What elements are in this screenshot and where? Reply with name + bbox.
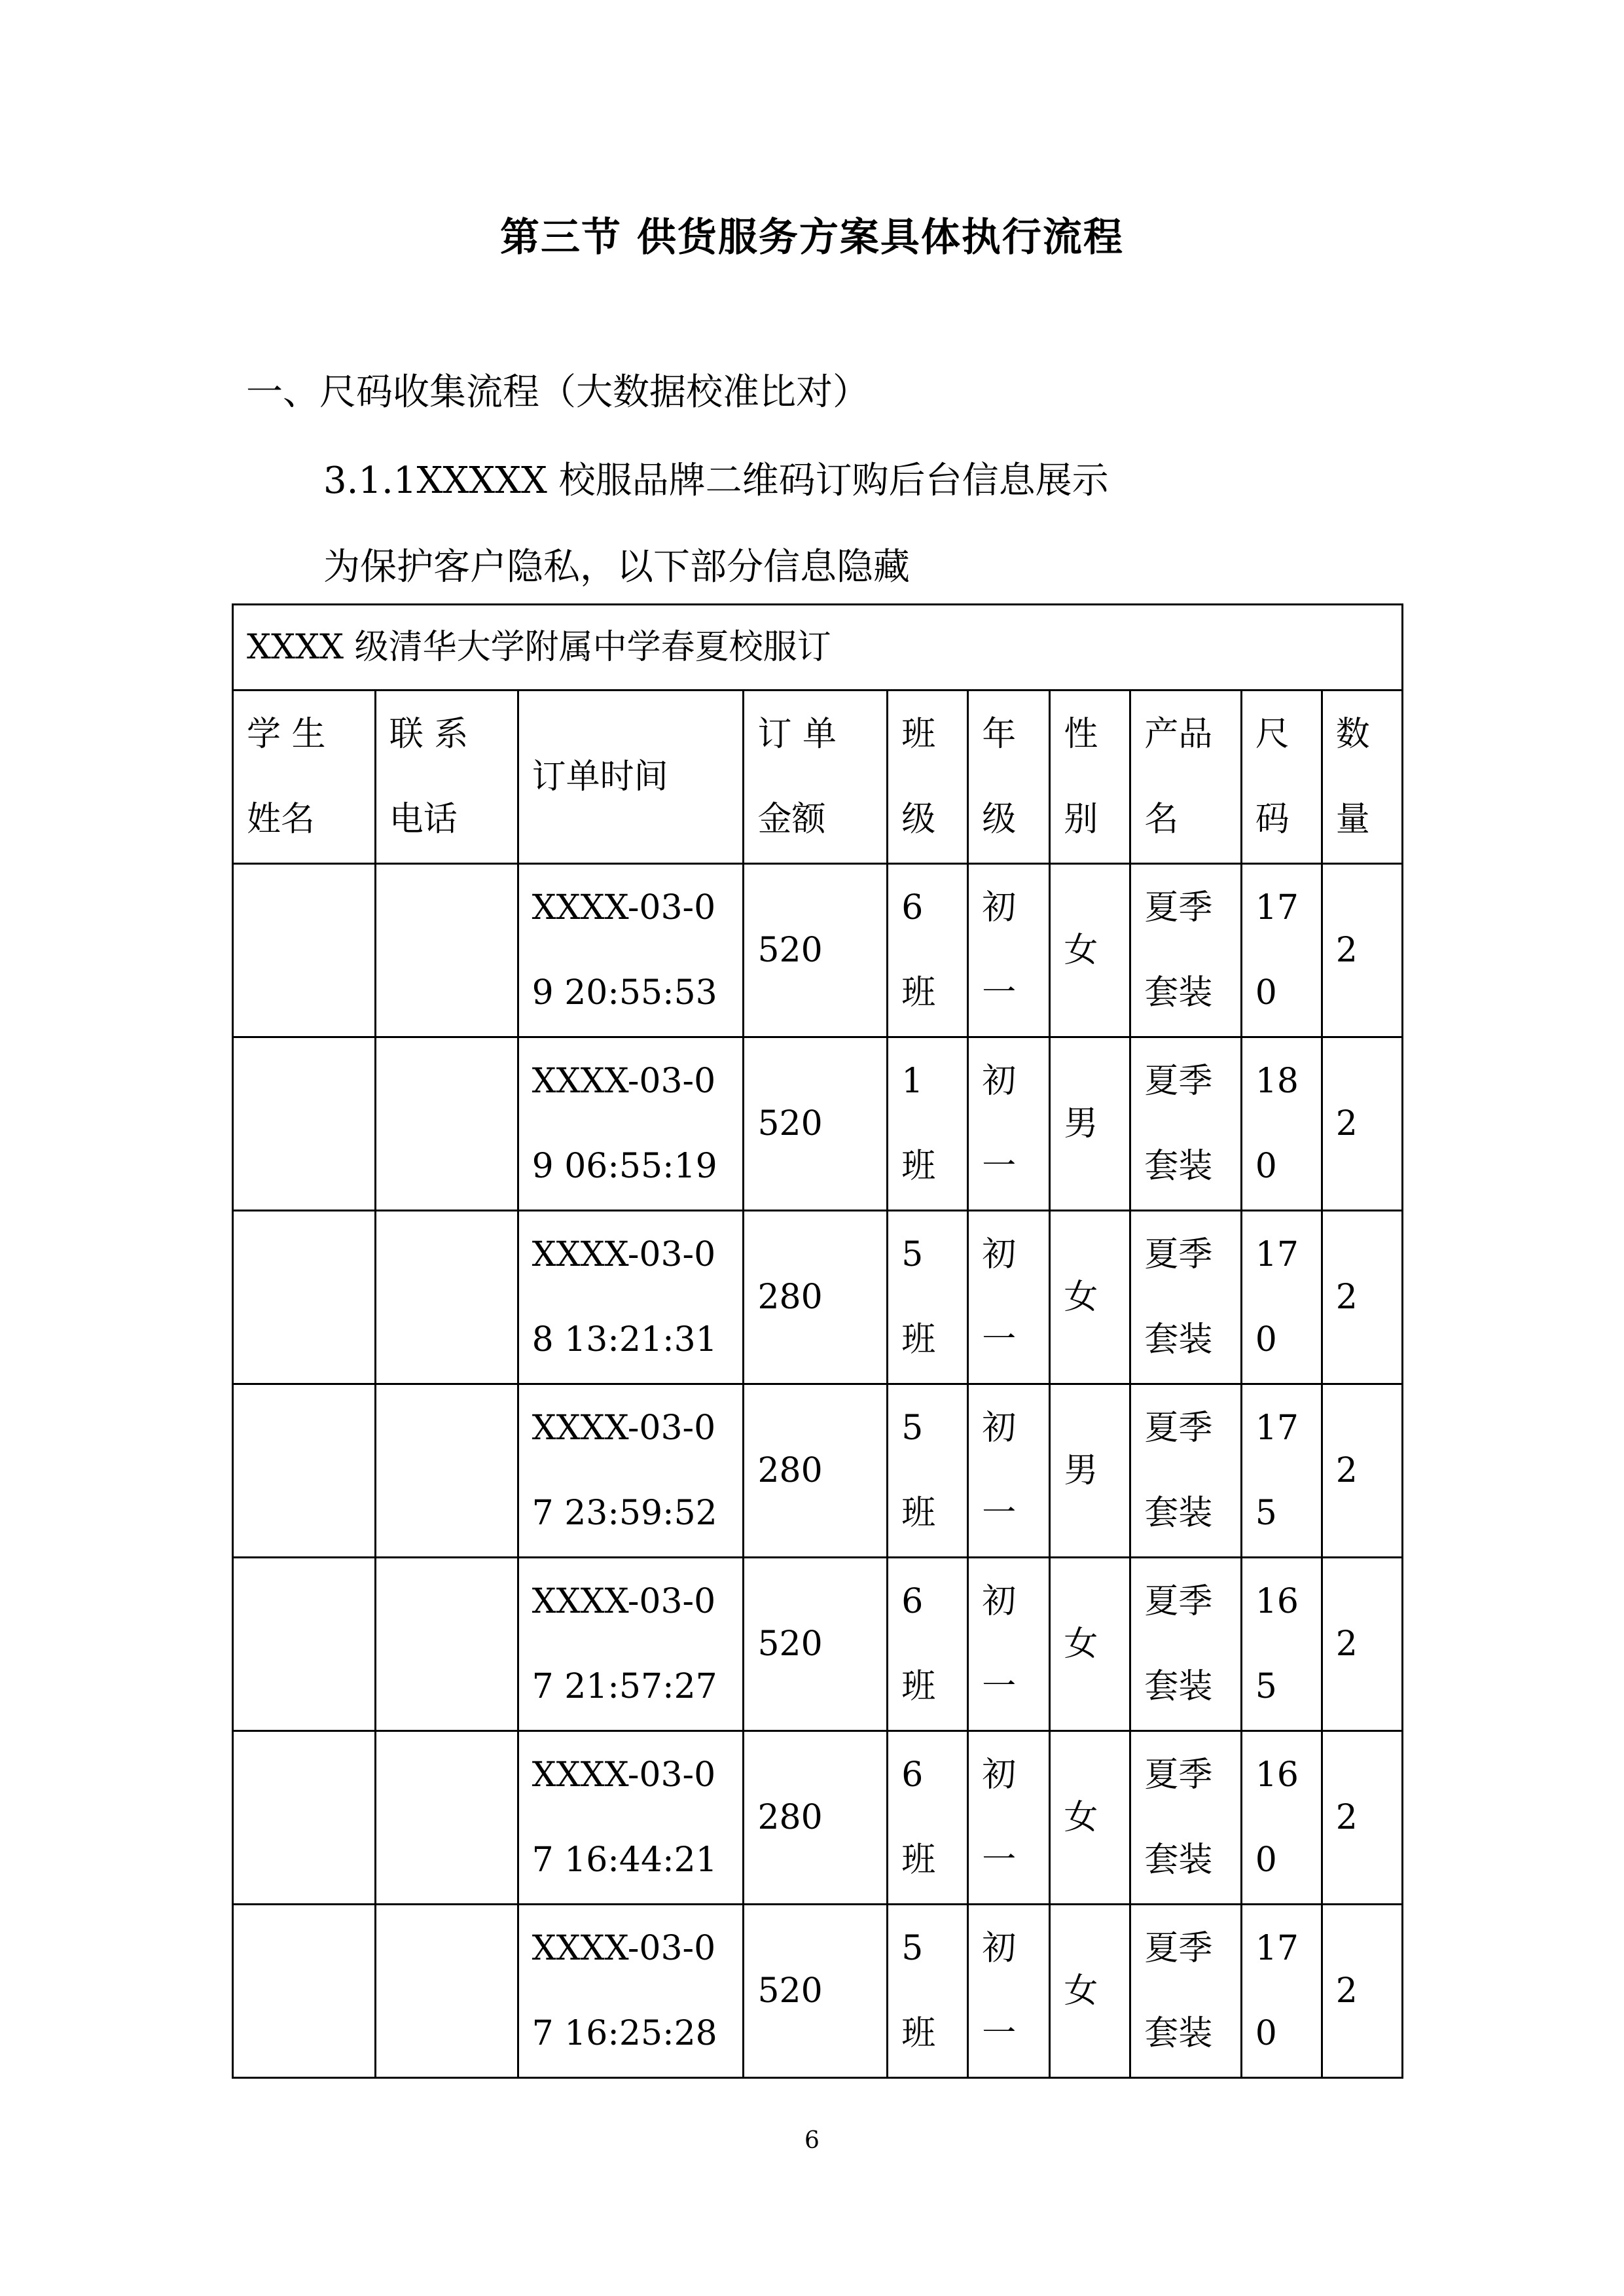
cell-amount: 520 <box>744 1037 888 1211</box>
cell-grade: 初一 <box>968 1037 1050 1211</box>
section-title: 第三节 供货服务方案具体执行流程 <box>500 215 1124 260</box>
cell-gender: 女 <box>1050 1905 1130 2078</box>
cell-grade: 初一 <box>968 1558 1050 1731</box>
cell-grade: 初一 <box>968 864 1050 1037</box>
cell-grade: 初一 <box>968 1731 1050 1905</box>
cell-quantity: 2 <box>1322 1558 1402 1731</box>
cell-product: 夏季套装 <box>1130 1384 1241 1558</box>
cell-order-time: XXXX-03-07 16:25:28 <box>518 1905 744 2078</box>
header-amount: 订 单 金额 <box>744 691 888 864</box>
cell-quantity: 2 <box>1322 1037 1402 1211</box>
cell-student-name <box>233 864 376 1037</box>
heading-backend-display: 3.1.1XXXXX 校服品牌二维码订购后台信息展示 <box>323 459 1109 502</box>
orders-table <box>232 603 1403 2079</box>
cell-phone <box>375 1384 518 1558</box>
heading-size-collection: 一、尺码收集流程（大数据校准比对） <box>246 371 869 414</box>
cell-gender: 女 <box>1050 1731 1130 1905</box>
cell-phone <box>375 1211 518 1384</box>
header-student-name: 学 生 姓名 <box>233 691 376 864</box>
cell-product: 夏季套装 <box>1130 1211 1241 1384</box>
cell-size: 180 <box>1241 1037 1322 1211</box>
cell-student-name <box>233 1211 376 1384</box>
header-grade: 年级 <box>968 691 1050 864</box>
cell-student-name <box>233 1384 376 1558</box>
cell-class: 1 班 <box>888 1037 968 1211</box>
cell-quantity: 2 <box>1322 1211 1402 1384</box>
cell-phone <box>375 1037 518 1211</box>
cell-quantity: 2 <box>1322 1384 1402 1558</box>
cell-quantity: 2 <box>1322 1905 1402 2078</box>
cell-order-time: XXXX-03-07 21:57:27 <box>518 1558 744 1731</box>
cell-quantity: 2 <box>1322 1731 1402 1905</box>
cell-class: 6 班 <box>888 1558 968 1731</box>
table-row <box>233 1558 1403 1731</box>
table-row <box>233 1384 1403 1558</box>
table-row <box>233 864 1403 1037</box>
header-class: 班级 <box>888 691 968 864</box>
cell-student-name <box>233 1558 376 1731</box>
header-quantity: 数量 <box>1322 691 1402 864</box>
cell-size: 170 <box>1241 1905 1322 2078</box>
page-number: 6 <box>804 2127 820 2154</box>
table-caption: XXXX 级清华大学附属中学春夏校服订 <box>233 605 1403 691</box>
cell-order-time: XXXX-03-09 06:55:19 <box>518 1037 744 1211</box>
cell-class: 6 班 <box>888 1731 968 1905</box>
cell-product: 夏季套装 <box>1130 864 1241 1037</box>
cell-gender: 女 <box>1050 1558 1130 1731</box>
cell-phone <box>375 1905 518 2078</box>
header-gender: 性别 <box>1050 691 1130 864</box>
cell-size: 175 <box>1241 1384 1322 1558</box>
cell-product: 夏季套装 <box>1130 1037 1241 1211</box>
cell-phone <box>375 864 518 1037</box>
header-order-time: 订单时间 <box>518 691 744 864</box>
table-header-row <box>233 691 1403 864</box>
cell-amount: 280 <box>744 1384 888 1558</box>
cell-size: 160 <box>1241 1731 1322 1905</box>
table-row <box>233 1211 1403 1384</box>
cell-class: 5 班 <box>888 1211 968 1384</box>
table-row <box>233 1037 1403 1211</box>
cell-gender: 女 <box>1050 1211 1130 1384</box>
cell-student-name <box>233 1905 376 2078</box>
cell-amount: 520 <box>744 1905 888 2078</box>
cell-gender: 女 <box>1050 864 1130 1037</box>
cell-grade: 初一 <box>968 1384 1050 1558</box>
cell-size: 170 <box>1241 1211 1322 1384</box>
cell-size: 165 <box>1241 1558 1322 1731</box>
cell-order-time: XXXX-03-07 23:59:52 <box>518 1384 744 1558</box>
cell-amount: 280 <box>744 1211 888 1384</box>
cell-order-time: XXXX-03-08 13:21:31 <box>518 1211 744 1384</box>
cell-amount: 520 <box>744 864 888 1037</box>
cell-amount: 280 <box>744 1731 888 1905</box>
cell-order-time: XXXX-03-07 16:44:21 <box>518 1731 744 1905</box>
header-phone: 联 系 电话 <box>375 691 518 864</box>
cell-product: 夏季套装 <box>1130 1558 1241 1731</box>
cell-grade: 初一 <box>968 1211 1050 1384</box>
privacy-note: 为保护客户隐私，以下部分信息隐藏 <box>323 546 910 588</box>
cell-product: 夏季套装 <box>1130 1731 1241 1905</box>
cell-class: 5 班 <box>888 1905 968 2078</box>
cell-student-name <box>233 1037 376 1211</box>
header-size: 尺码 <box>1241 691 1322 864</box>
cell-quantity: 2 <box>1322 864 1402 1037</box>
cell-class: 5 班 <box>888 1384 968 1558</box>
cell-gender: 男 <box>1050 1384 1130 1558</box>
cell-class: 6 班 <box>888 864 968 1037</box>
cell-phone <box>375 1731 518 1905</box>
cell-product: 夏季套装 <box>1130 1905 1241 2078</box>
cell-grade: 初一 <box>968 1905 1050 2078</box>
table-row <box>233 1731 1403 1905</box>
table-row <box>233 1905 1403 2078</box>
cell-phone <box>375 1558 518 1731</box>
header-product: 产品名 <box>1130 691 1241 864</box>
cell-student-name <box>233 1731 376 1905</box>
cell-gender: 男 <box>1050 1037 1130 1211</box>
cell-order-time: XXXX-03-09 20:55:53 <box>518 864 744 1037</box>
cell-amount: 520 <box>744 1558 888 1731</box>
cell-size: 170 <box>1241 864 1322 1037</box>
